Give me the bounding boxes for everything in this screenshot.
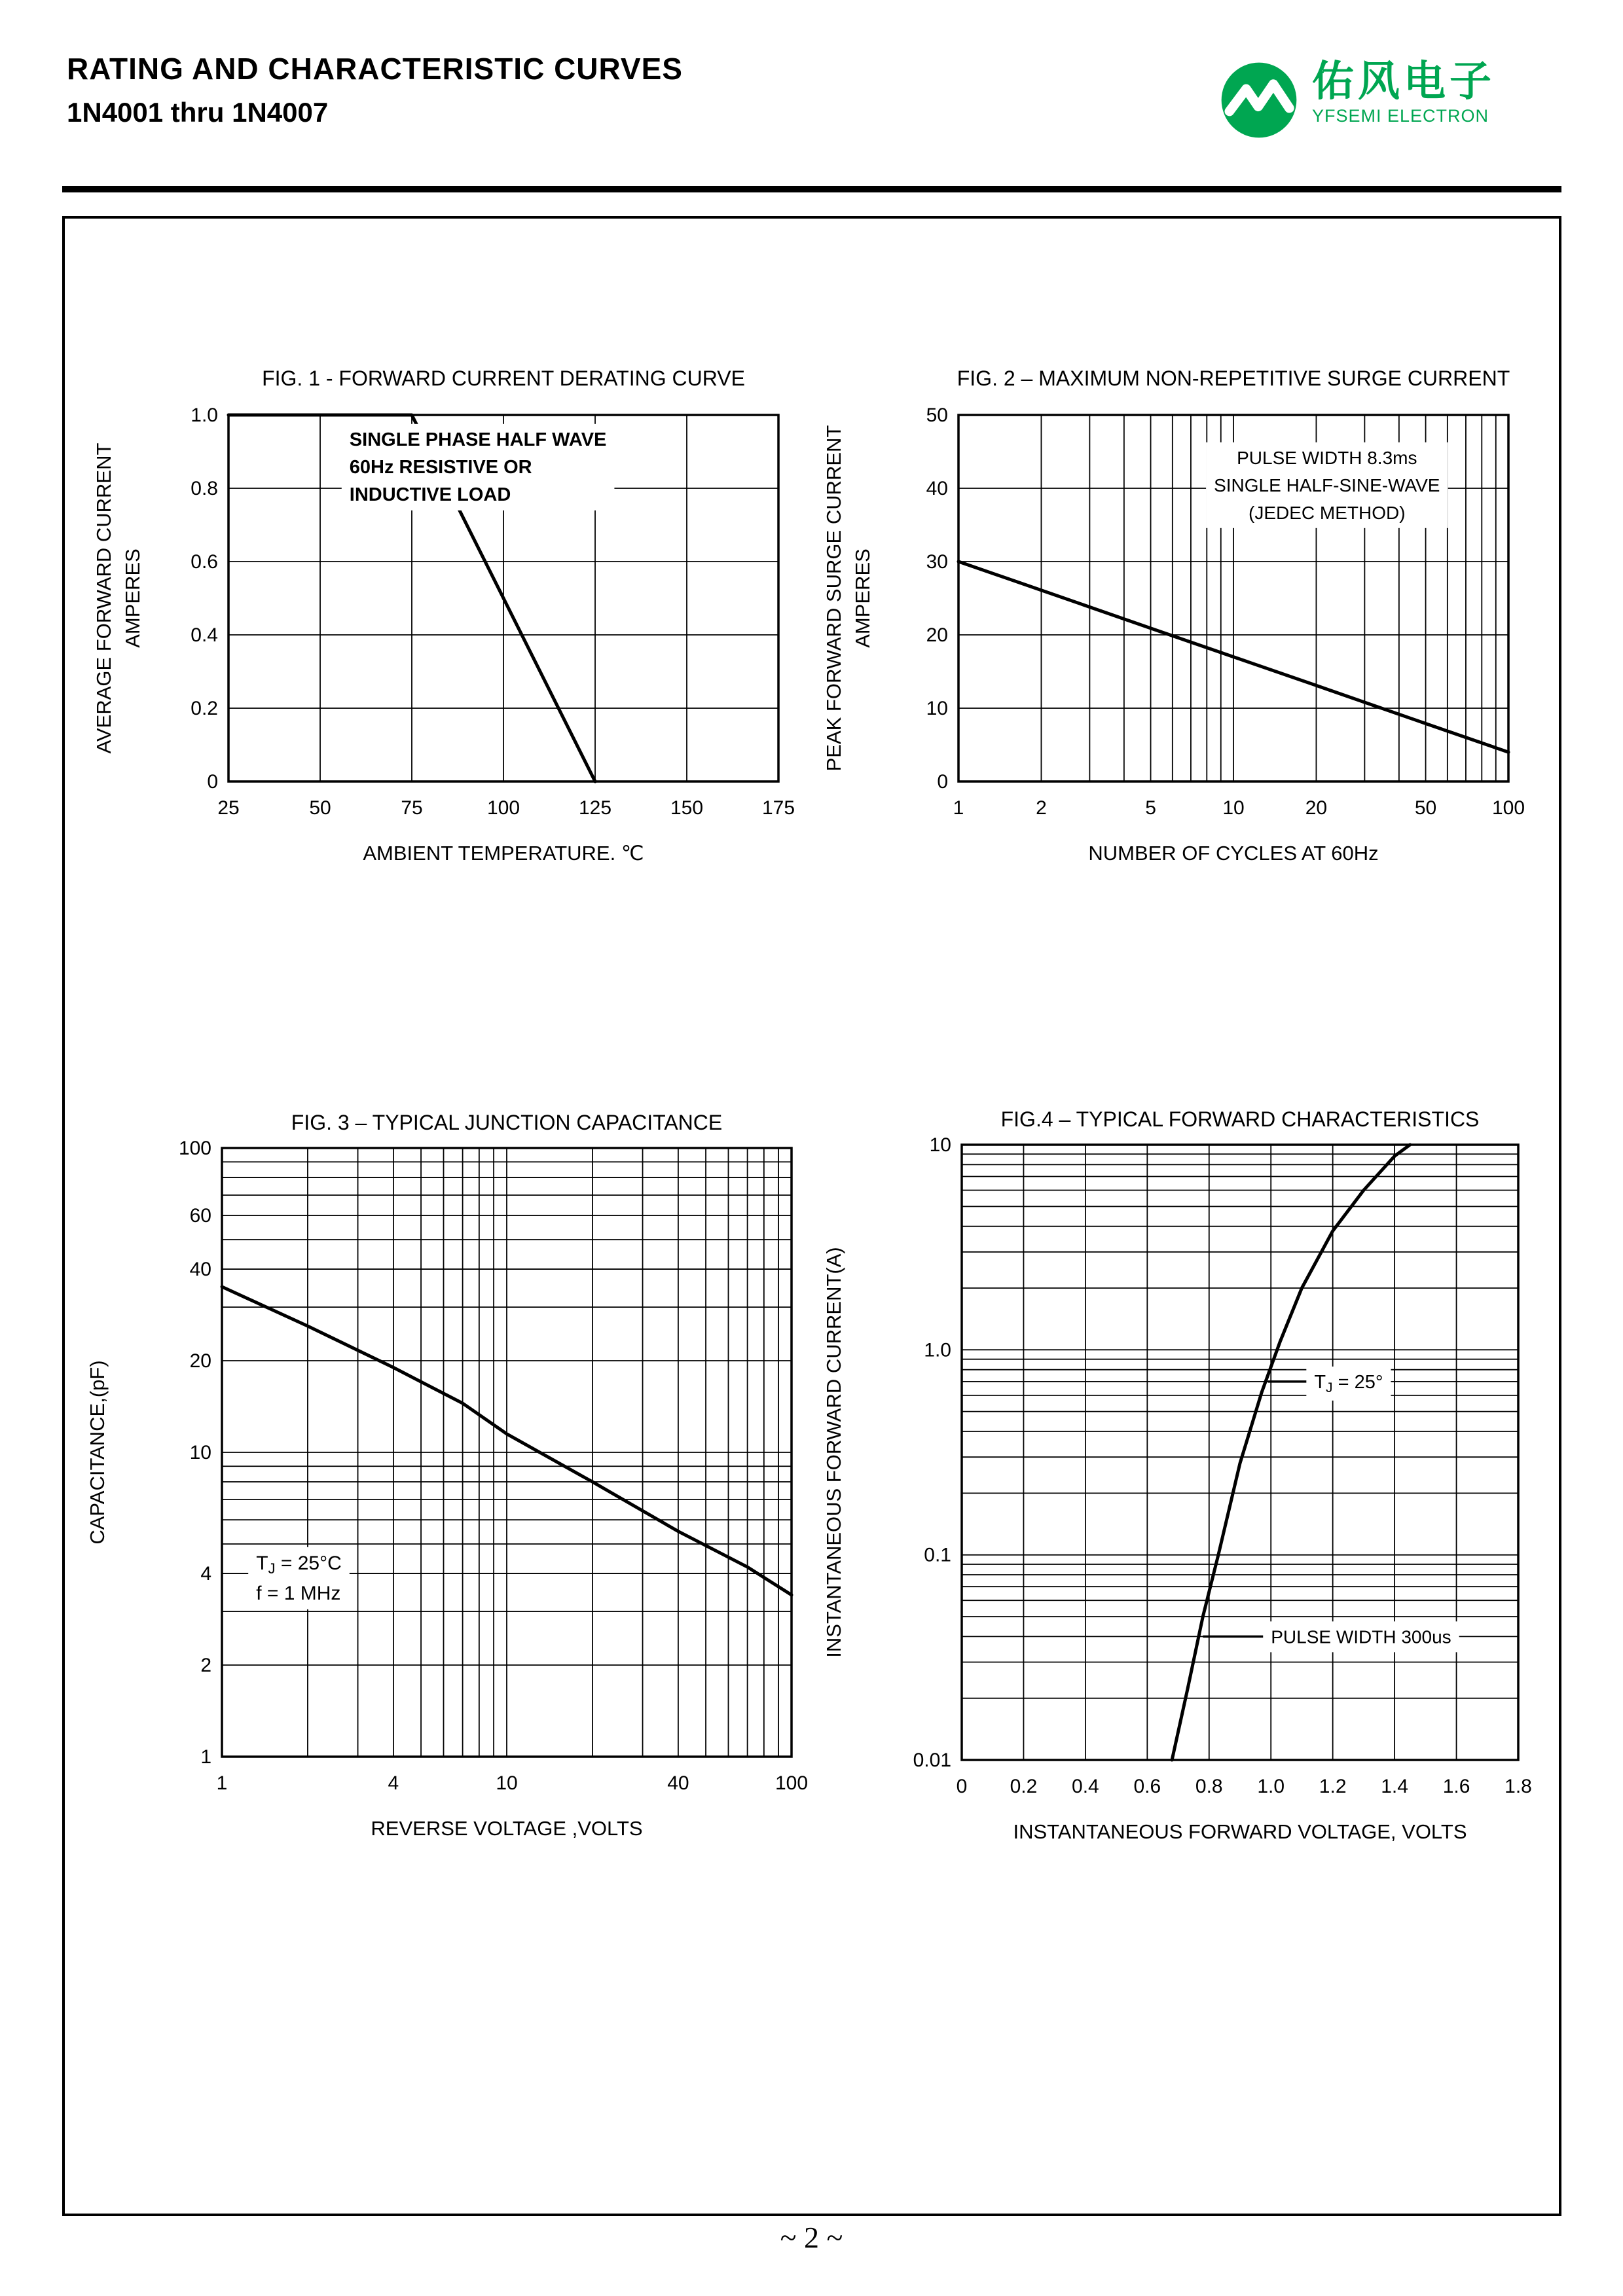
svg-text:0.4: 0.4	[191, 624, 218, 646]
charts-frame	[62, 216, 1561, 2216]
svg-text:0: 0	[956, 1776, 968, 1797]
svg-text:FIG. 3 – TYPICAL JUNCTION CAP: FIG. 3 – TYPICAL JUNCTION CAPACITANCE	[291, 1111, 723, 1134]
svg-text:f = 1 MHz: f = 1 MHz	[256, 1582, 341, 1604]
svg-text:50: 50	[926, 404, 948, 426]
svg-text:SINGLE HALF-SINE-WAVE: SINGLE HALF-SINE-WAVE	[1214, 475, 1440, 495]
svg-text:1: 1	[200, 1746, 211, 1768]
svg-text:10: 10	[189, 1442, 211, 1463]
svg-text:INSTANTANEOUS FORWARD VOLTAGE,: INSTANTANEOUS FORWARD VOLTAGE, VOLTS	[1013, 1820, 1467, 1843]
svg-text:INSTANTANEOUS FORWARD CURRENT(: INSTANTANEOUS FORWARD CURRENT(A)	[822, 1247, 845, 1658]
svg-text:PULSE WIDTH 8.3ms: PULSE WIDTH 8.3ms	[1237, 447, 1417, 468]
svg-text:5: 5	[1145, 797, 1156, 819]
svg-text:40: 40	[667, 1772, 689, 1794]
svg-text:60Hz RESISTIVE OR: 60Hz RESISTIVE OR	[349, 456, 532, 478]
svg-text:0.6: 0.6	[191, 551, 218, 573]
svg-text:INDUCTIVE LOAD: INDUCTIVE LOAD	[349, 484, 511, 505]
fig1-forward-current-derating-chart	[75, 353, 828, 896]
svg-text:FIG.4 – TYPICAL FORWARD CHARAC: FIG.4 – TYPICAL FORWARD CHARACTERISTICS	[1000, 1107, 1480, 1131]
svg-text:40: 40	[189, 1259, 211, 1281]
company-name-en: YFSEMI ELECTRON	[1312, 106, 1489, 126]
svg-text:0.8: 0.8	[191, 478, 218, 499]
svg-text:100: 100	[775, 1772, 809, 1794]
svg-text:150: 150	[670, 797, 704, 819]
svg-text:75: 75	[401, 797, 423, 819]
svg-text:1: 1	[216, 1772, 228, 1794]
svg-text:100: 100	[1491, 797, 1525, 819]
fig3-plot-svg	[68, 1109, 841, 1874]
svg-text:FIG. 1 - FORWARD CURRENT DER: FIG. 1 - FORWARD CURRENT DERATING CURVE	[262, 367, 745, 390]
svg-text:0.01: 0.01	[913, 1749, 951, 1771]
svg-text:0: 0	[937, 771, 948, 793]
svg-text:0.6: 0.6	[1133, 1776, 1161, 1797]
svg-text:20: 20	[1305, 797, 1328, 819]
svg-text:TJ = 25°: $T_J = 25^\circ$	[1314, 1371, 1383, 1395]
svg-text:1.6: 1.6	[1442, 1776, 1470, 1797]
svg-text:NUMBER OF CYCLES AT 60Hz: NUMBER OF CYCLES AT 60Hz	[1088, 842, 1379, 865]
svg-text:4: 4	[200, 1563, 211, 1585]
svg-text:0: 0	[207, 771, 218, 793]
logo-text	[1312, 60, 1495, 126]
svg-text:1.0: 1.0	[191, 404, 218, 426]
svg-text:50: 50	[309, 797, 331, 819]
svg-text:1.2: 1.2	[1319, 1776, 1347, 1797]
svg-text:40: 40	[926, 478, 948, 499]
svg-text:100: 100	[486, 797, 520, 819]
svg-text:TJ = 25°C: $T_J = 25^\circ C$	[256, 1552, 342, 1577]
company-logo	[1219, 60, 1495, 143]
svg-text:125: 125	[578, 797, 612, 819]
svg-text:1.0: 1.0	[924, 1339, 951, 1361]
svg-text:10: 10	[926, 698, 948, 719]
company-name-cn: 佑风电子	[1312, 58, 1495, 105]
svg-text:1.8: 1.8	[1504, 1776, 1532, 1797]
svg-text:AMPERES: AMPERES	[121, 548, 144, 648]
svg-text:20: 20	[189, 1350, 211, 1372]
svg-text:(JEDEC METHOD): (JEDEC METHOD)	[1249, 502, 1406, 523]
svg-text:50: 50	[1414, 797, 1437, 819]
logo-wave-icon	[1219, 60, 1299, 143]
svg-text:AVERAGE FORWARD CURRENT: AVERAGE FORWARD CURRENT	[92, 442, 115, 754]
svg-text:0.8: 0.8	[1195, 1776, 1223, 1797]
svg-text:REVERSE VOLTAGE ,VOLTS: REVERSE VOLTAGE ,VOLTS	[371, 1817, 643, 1840]
svg-text:AMBIENT TEMPERATURE. ℃: AMBIENT TEMPERATURE. ℃	[363, 842, 644, 865]
svg-text:0.2: 0.2	[1010, 1776, 1038, 1797]
svg-text:0.1: 0.1	[924, 1544, 951, 1566]
svg-text:2: 2	[1036, 797, 1047, 819]
svg-text:1.0: 1.0	[1257, 1776, 1285, 1797]
page-title: RATING AND CHARACTERISTIC CURVES	[67, 52, 683, 86]
page-number: ~ 2 ~	[780, 2221, 843, 2254]
svg-text:0.4: 0.4	[1072, 1776, 1099, 1797]
fig3-junction-capacitance-chart	[68, 1109, 841, 1874]
svg-text:60: 60	[189, 1205, 211, 1227]
svg-text:AMPERES: AMPERES	[851, 548, 874, 648]
fig2-plot-svg	[805, 353, 1558, 896]
svg-text:1.4: 1.4	[1381, 1776, 1408, 1797]
fig2-surge-current-chart	[805, 353, 1558, 896]
svg-text:2: 2	[200, 1655, 211, 1677]
svg-text:PULSE WIDTH 300us: PULSE WIDTH 300us	[1271, 1626, 1451, 1647]
svg-text:10: 10	[929, 1134, 951, 1156]
svg-text:30: 30	[926, 551, 948, 573]
svg-text:1: 1	[953, 797, 964, 819]
svg-text:20: 20	[926, 624, 948, 646]
fig4-plot-svg	[805, 1105, 1558, 1871]
svg-text:10: 10	[496, 1772, 518, 1794]
svg-text:0.2: 0.2	[191, 698, 218, 719]
svg-text:CAPACITANCE,(pF): CAPACITANCE,(pF)	[86, 1360, 109, 1545]
svg-text:4: 4	[388, 1772, 399, 1794]
svg-text:PEAK FORWARD SURGE CURRENT: PEAK FORWARD SURGE CURRENT	[822, 425, 845, 772]
header-rule	[62, 186, 1561, 192]
fig1-plot-svg	[75, 353, 828, 896]
part-number-range: 1N4001 thru 1N4007	[67, 97, 329, 128]
svg-text:100: 100	[178, 1138, 211, 1159]
svg-text:10: 10	[1222, 797, 1245, 819]
svg-text:FIG. 2 – MAXIMUM NON-REPETITIV: FIG. 2 – MAXIMUM NON-REPETITIVE SURGE CURRENT	[957, 367, 1510, 390]
svg-text:25: 25	[217, 797, 240, 819]
svg-text:175: 175	[761, 797, 795, 819]
svg-text:SINGLE PHASE HALF WAVE: SINGLE PHASE HALF WAVE	[349, 429, 607, 450]
fig4-forward-characteristics-chart	[805, 1105, 1558, 1871]
